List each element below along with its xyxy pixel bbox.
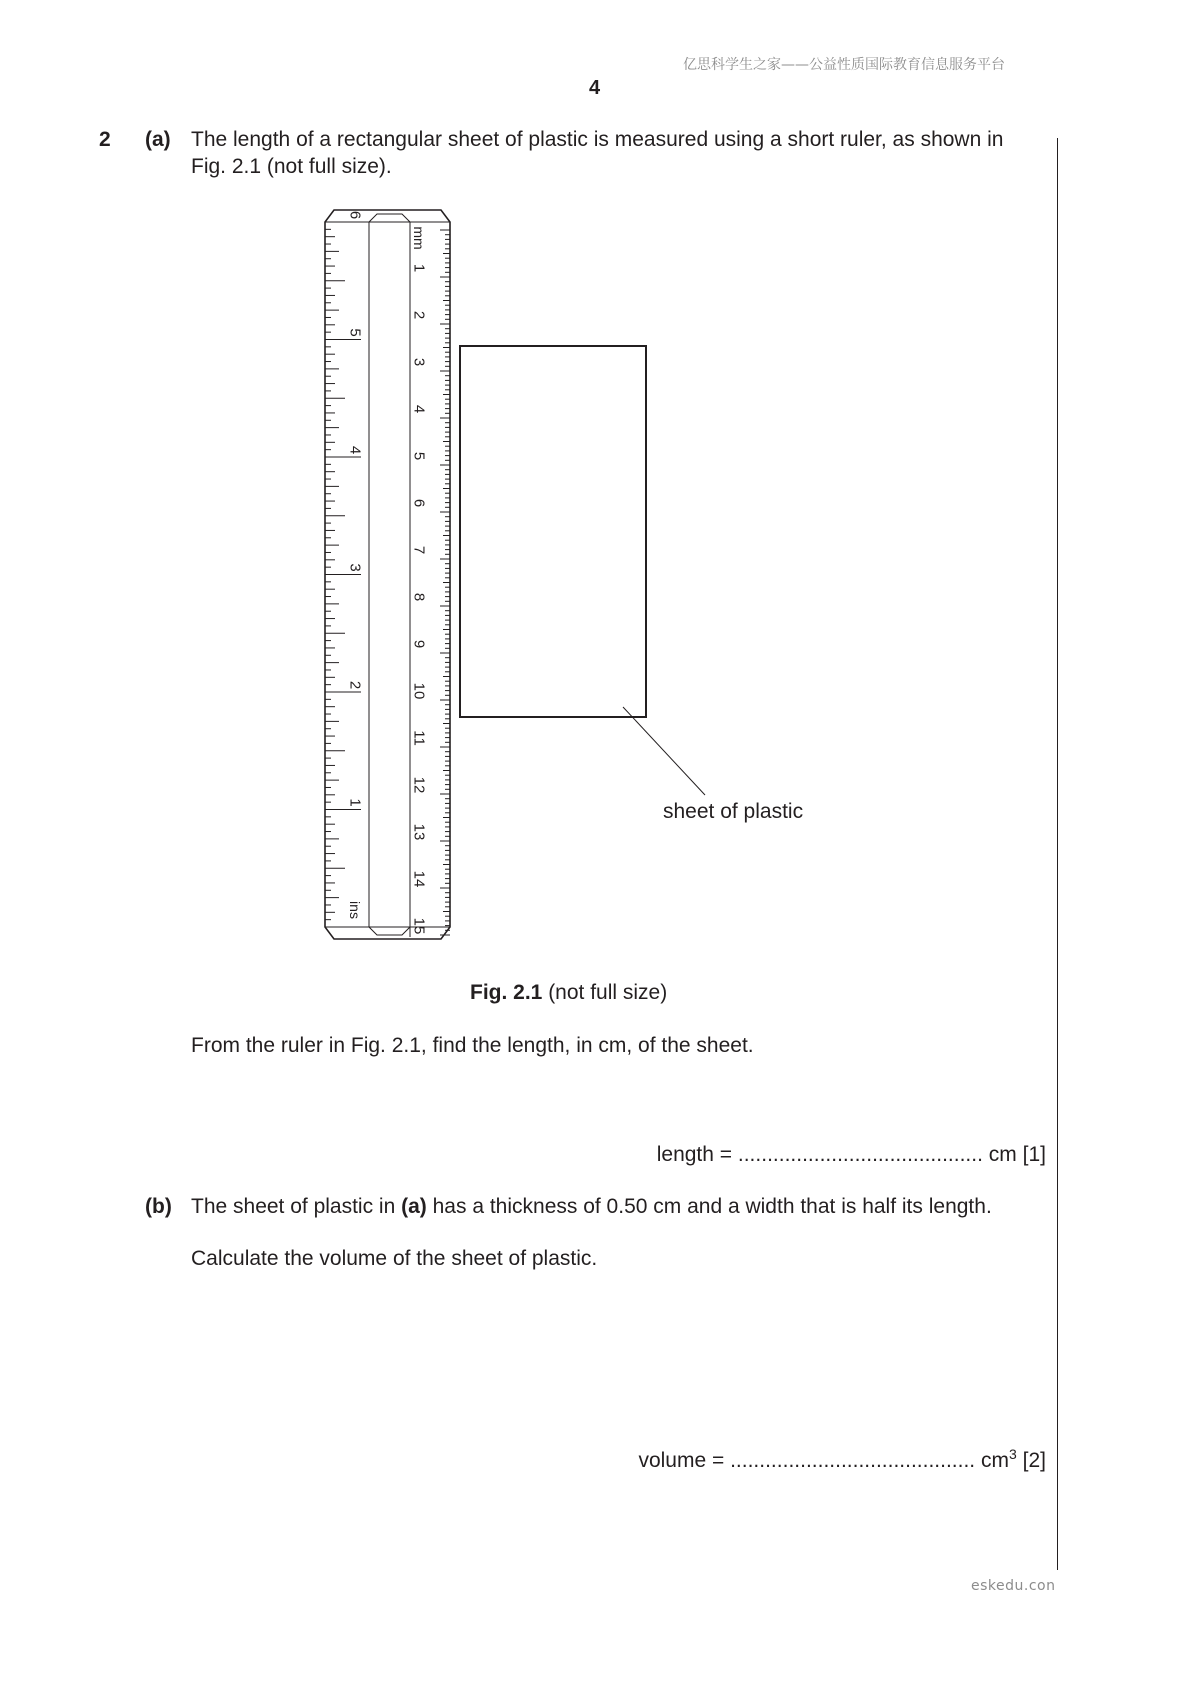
cm-label-8: 8 <box>410 592 428 602</box>
cm-label-10: 10 <box>410 682 428 700</box>
cm-label-4: 4 <box>410 404 428 414</box>
inch-label-6: 6 <box>346 210 364 220</box>
cm-label-11: 11 <box>410 730 428 746</box>
cm-label-15: 15 <box>410 917 428 935</box>
cm-label-14: 14 <box>410 870 428 888</box>
question-number: 2 <box>99 128 111 151</box>
length-answer-unit: cm <box>988 1143 1017 1166</box>
part-b-text-ref: (a) <box>401 1195 427 1218</box>
volume-unit-power: 3 <box>1009 1446 1017 1462</box>
sheet-label: sheet of plastic <box>663 800 804 823</box>
length-marks: [1] <box>1022 1143 1046 1166</box>
cm-label-1: 1 <box>410 263 428 273</box>
cm-label-2: 2 <box>410 310 428 320</box>
cm-label-6: 6 <box>410 498 428 508</box>
inch-label-2: 2 <box>346 680 364 690</box>
length-answer-label: length = <box>656 1143 733 1166</box>
inch-unit-label: ins <box>347 901 363 919</box>
volume-answer-line <box>638 1441 1046 1474</box>
inch-label-1: 1 <box>346 798 364 807</box>
cm-label-12: 12 <box>410 776 428 794</box>
part-a-instruction: From the ruler in Fig. 2.1, find the length, in cm, of the sheet. <box>191 1034 754 1057</box>
cm-label-3: 3 <box>410 357 428 367</box>
figure-caption <box>470 980 667 1006</box>
part-b-label: (b) <box>145 1195 172 1218</box>
cm-unit-label: mm <box>411 226 427 250</box>
part-b-instruction: Calculate the volume of the sheet of plastic. <box>191 1247 598 1270</box>
length-answer-blank[interactable]: .......................................... <box>737 1143 983 1166</box>
part-b-text <box>191 1194 992 1220</box>
volume-unit-base: cm <box>981 1449 1009 1472</box>
volume-answer-label: volume = <box>638 1449 725 1472</box>
volume-answer-unit <box>981 1446 1017 1472</box>
figure-caption-bold: Fig. 2.1 <box>470 981 543 1004</box>
cm-label-13: 13 <box>410 823 428 841</box>
part-a-text-line1: The length of a rectangular sheet of plastic is measured using a short ruler, as shown in <box>191 128 1004 151</box>
part-a-label: (a) <box>145 128 171 151</box>
cm-label-9: 9 <box>410 639 428 649</box>
figure-caption-rest: (not full size) <box>542 981 668 1004</box>
sheet-label-leader <box>623 707 705 795</box>
page-number: 4 <box>589 77 601 99</box>
header-watermark: 亿思科学生之家——公益性质国际教育信息服务平台 <box>683 57 1005 73</box>
part-b-text-post: has a thickness of 0.50 cm and a width that is half its length. <box>426 1195 992 1218</box>
inch-label-5: 5 <box>346 328 364 337</box>
inch-label-3: 3 <box>346 563 364 572</box>
footer-site: eskedu.con <box>971 1578 1056 1594</box>
part-b-text-pre: The sheet of plastic in <box>191 1195 402 1218</box>
ruler <box>325 210 450 939</box>
part-a-text-line2: Fig. 2.1 (not full size). <box>191 155 392 178</box>
plastic-sheet <box>460 346 646 717</box>
cm-label-5: 5 <box>410 451 428 461</box>
volume-answer-blank[interactable]: .......................................... <box>730 1449 976 1472</box>
inch-label-4: 4 <box>346 445 364 455</box>
volume-marks: [2] <box>1022 1449 1046 1472</box>
length-answer-line <box>657 1142 1046 1168</box>
cm-label-7: 7 <box>410 545 428 555</box>
